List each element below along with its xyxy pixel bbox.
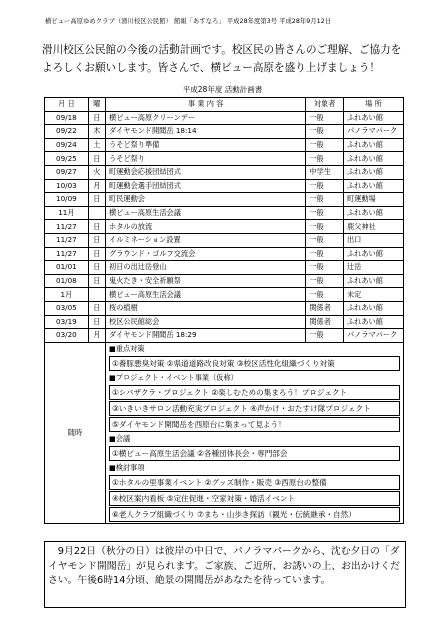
table-row [45,125,404,139]
row-target: 一般 [306,274,344,288]
section-item: ③いきいきサロン活動充実プロジェクト ④声かけ・おたすけ隊プロジェクト [109,401,400,416]
row-place: 出口 [343,233,403,247]
row-event: うそど祭り準備 [106,138,306,152]
plan-title: 平成28年度 活動計画書 [182,85,263,94]
row-event: 鬼火たき・安全祈願祭 [106,274,306,288]
row-dow: 日 [88,111,105,125]
row-date: 03/05 [45,301,89,315]
section-title: ■検討事項 [109,462,145,472]
row-dow [88,206,105,220]
section-item: ⑥老人クラブ組織づくり ⑦まち・山歩き探訪（観光・伝統継承・自然） [109,507,400,522]
row-date: 09/24 [45,138,89,152]
section-item: ④校区案内看板 ⑤定住促進・空家対策・婚活イベント [109,491,400,506]
col-date: 月 日 [45,98,89,112]
col-place: 場 所 [343,98,403,112]
row-place: ふれあい館 [343,152,403,166]
row-date: 09/22 [45,125,89,139]
row-target: 一般 [306,152,344,166]
intro-paragraph [42,41,402,77]
section-meetings [109,433,400,461]
row-date: 11/27 [45,247,89,261]
row-target: 一般 [306,206,344,220]
row-target: 一般 [306,111,344,125]
row-target: 一般 [306,329,344,343]
row-place: ふれあい館 [343,206,403,220]
table-row [45,165,404,179]
row-place: 鹿父神社 [343,220,403,234]
row-event: イルミネーション設置 [106,233,306,247]
section-item: ⑤ダイヤモンド開聞岳を西原台に集まって見よう！ [109,417,400,432]
col-event: 事 業 内 容 [106,98,306,112]
row-place: ふれあい館 [343,111,403,125]
table-row [45,315,404,329]
row-place: 辻岳 [343,261,403,275]
row-event: 初日の出辻岳登山 [106,261,306,275]
zuiji-row [45,342,404,523]
table-row [45,152,404,166]
row-place: パノラマパーク [343,329,403,343]
row-target: 一般 [306,179,344,193]
table-row [45,220,404,234]
section-item: ①シバザクラ・プロジェクト ②楽しむための集まろう！プロジェクト [109,385,400,400]
section-item: ①ホタルの里事業イベント ②グッズ制作・販売 ③西原台の整備 [109,475,400,490]
section-priority [109,343,400,371]
section-projects [109,372,400,432]
row-target: 関係者 [306,301,344,315]
row-dow: 土 [88,138,105,152]
row-target: 一般 [306,247,344,261]
zuiji-content [106,342,404,523]
table-row [45,329,404,343]
row-date: 03/20 [45,329,89,343]
row-date: 11/27 [45,233,89,247]
row-target: 関係者 [306,315,344,329]
table-row [45,193,404,207]
row-dow: 日 [88,274,105,288]
zuiji-label: 随時 [45,342,106,523]
table-row [45,138,404,152]
row-event: 校区公民館総会 [106,315,306,329]
table-header-row [45,98,404,112]
table-body [45,111,404,342]
table-row [45,301,404,315]
row-place: ふれあい館 [343,301,403,315]
row-target: 一般 [306,193,344,207]
row-date: 10/09 [45,193,89,207]
row-dow: 日 [88,261,105,275]
row-place: ふれあい館 [343,138,403,152]
section-item: ①養豚悪臭対策 ②県道道路改良対策 ③校区活性化組織づくり対策 [109,356,400,371]
table-row [45,247,404,261]
row-place: ふれあい館 [343,247,403,261]
row-dow [88,288,105,302]
row-event: 町民運動会 [106,193,306,207]
table-row [45,206,404,220]
row-place: ふれあい館 [343,315,403,329]
row-dow: 日 [88,220,105,234]
row-target: 一般 [306,138,344,152]
row-date: 10/03 [45,179,89,193]
page-header: 横ビュー高原ゆめクラブ（滑川校区公民館） 館報「あすなろ」 平成28年度第3号 平成28年9月12日 [45,18,332,25]
row-place: ふれあい館 [343,165,403,179]
table-row [45,261,404,275]
col-dow: 曜 [88,98,105,112]
row-date: 09/18 [45,111,89,125]
section-review [109,462,400,522]
row-target: 一般 [306,288,344,302]
row-place: ふれあい館 [343,179,403,193]
table-row [45,111,404,125]
row-target: 中学生 [306,165,344,179]
col-target: 対象者 [306,98,344,112]
table-row [45,288,404,302]
row-event: 横ビュー高原生活会議 [106,206,306,220]
row-target: 一般 [306,261,344,275]
row-target: 一般 [306,125,344,139]
row-date: 09/27 [45,165,89,179]
row-dow: 月 [88,179,105,193]
row-dow: 日 [88,193,105,207]
row-date: 09/25 [45,152,89,166]
table-row [45,274,404,288]
row-dow: 月 [88,329,105,343]
row-event: 桜の植樹 [106,301,306,315]
row-event: ホタルの放流 [106,220,306,234]
row-dow: 木 [88,125,105,139]
row-dow: 日 [88,247,105,261]
row-event: ダイヤモンド開聞岳 18:29 [106,329,306,343]
row-event: ダイヤモンド開聞岳 18:14 [106,125,306,139]
row-date: 11月 [45,206,89,220]
row-place: 未定 [343,288,403,302]
row-date: 03/19 [45,315,89,329]
row-date: 11/27 [45,220,89,234]
row-dow: 火 [88,165,105,179]
table-row [45,233,404,247]
row-place: ふれあい館 [343,274,403,288]
row-place: パノラマパーク [343,125,403,139]
row-dow: 日 [88,315,105,329]
row-target: 一般 [306,233,344,247]
row-event: 横ビュー高原生活会議 [106,288,306,302]
row-target: 一般 [306,220,344,234]
section-title: ■重点対策 [109,343,145,353]
row-date: 1月 [45,288,89,302]
notice-box [44,541,406,608]
intro-text: 滑川校区公民館の今後の活動計画です。校区民の皆さんのご理解、ご協力をよろしくお願いします。皆さんで、横ビュー高原を盛り上げましょう！ [42,44,402,74]
row-event: グラウンド・ゴルフ交流会 [106,247,306,261]
section-title: ■会議 [109,433,131,443]
section-title: ■プロジェクト・イベント事業（仮称） [109,372,238,382]
notice-text: 9月22日（秋分の日）は彼岸の中日で、パノラマパークから、沈む夕日の「ダイヤモンド開聞岳」が見られます。ご家族、ご近所、お誘いの上、お出かけください。午後6時14分頃、絶景の開聞岳があなたを待っています。 [48,546,400,586]
row-event: 町運動会応援団結団式 [106,165,306,179]
row-dow: 日 [88,233,105,247]
activity-plan-table [44,97,404,524]
row-dow: 日 [88,152,105,166]
row-place: 町運動場 [343,193,403,207]
row-dow: 日 [88,301,105,315]
row-event: 町運動会選手団結団式 [106,179,306,193]
row-date: 01/01 [45,261,89,275]
table-row [45,179,404,193]
row-event: 横ビュー高原クリーンデー [106,111,306,125]
row-date: 01/08 [45,274,89,288]
section-item: ①横ビュー高原生活会議 ②各種団体長会・専門部会 [109,446,400,461]
row-event: うそど祭り [106,152,306,166]
